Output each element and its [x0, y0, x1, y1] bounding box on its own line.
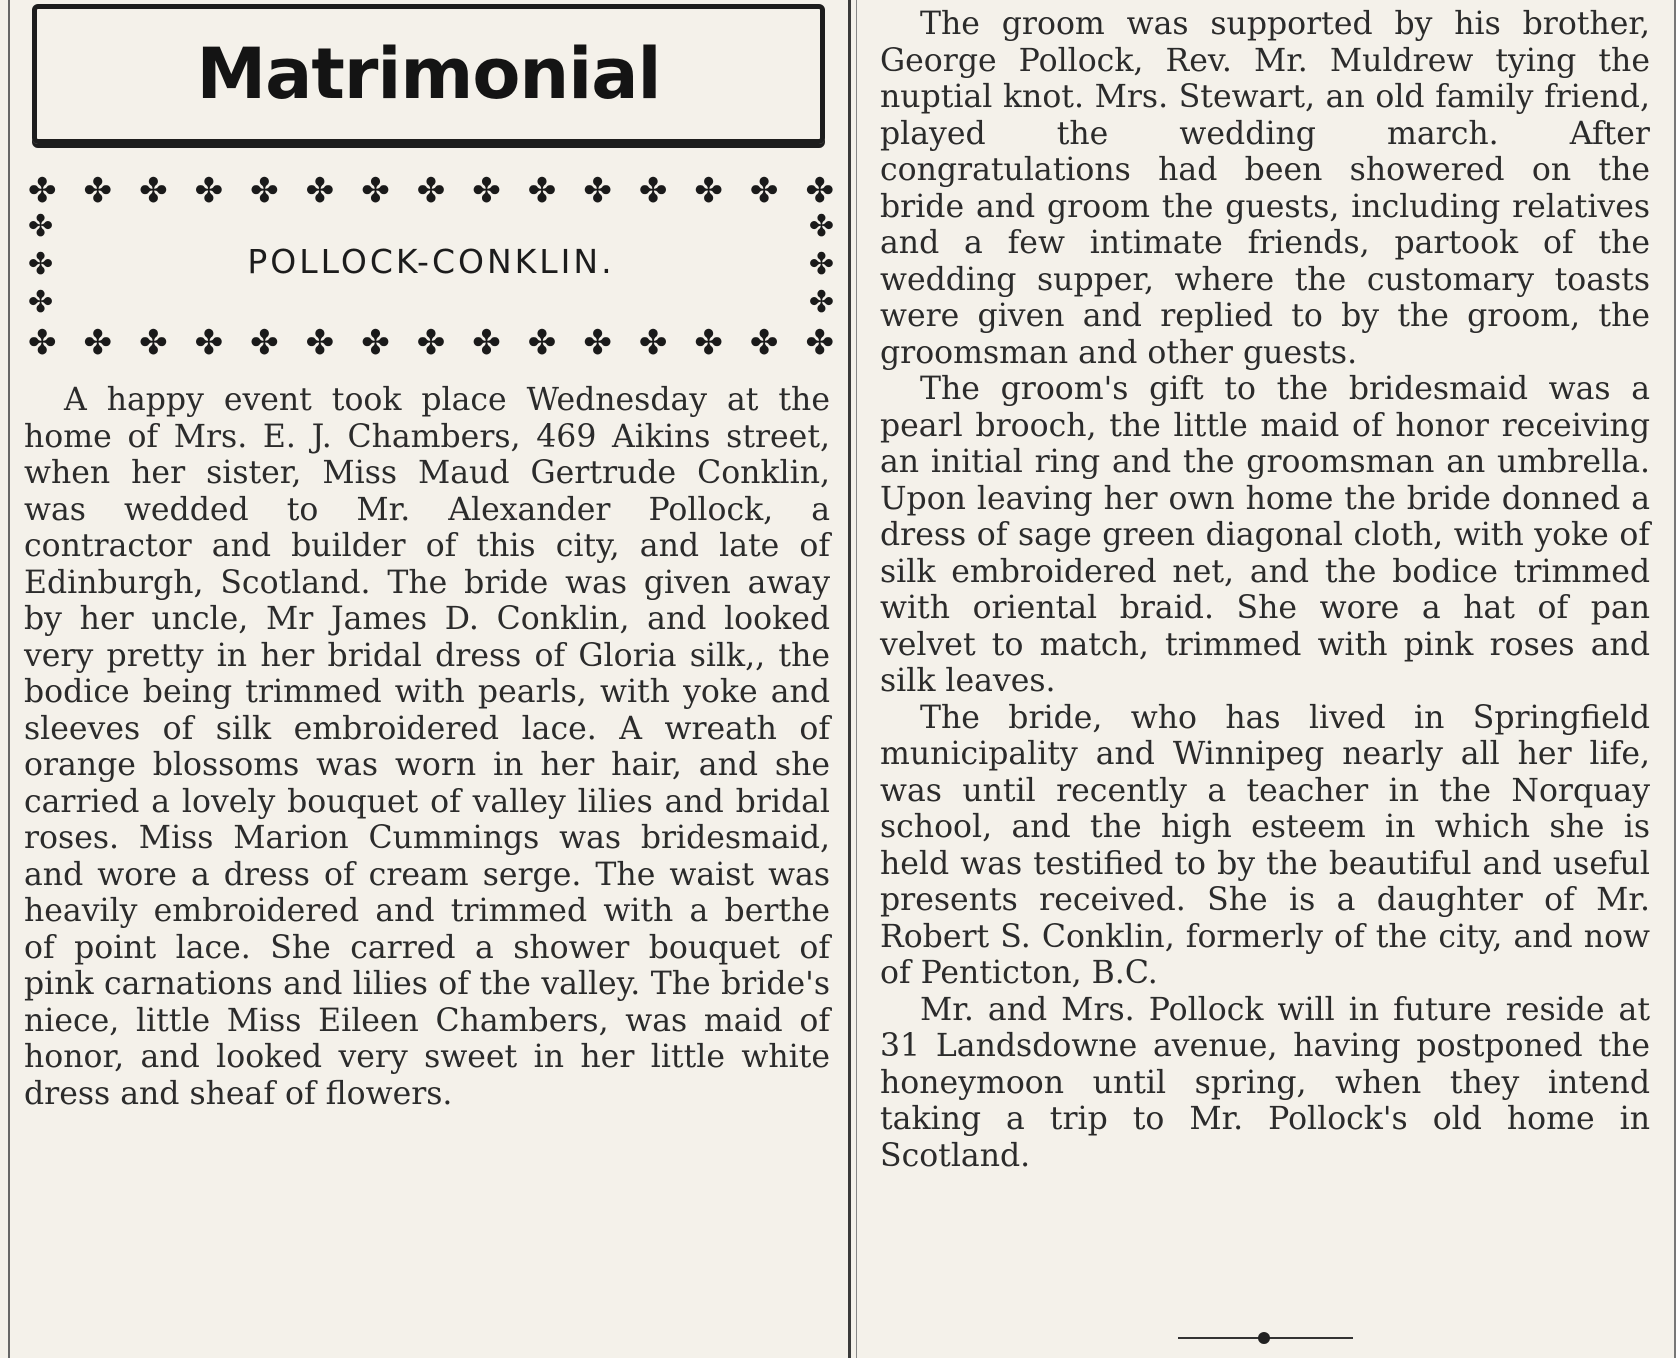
- paragraph: A happy event took place Wednesday at the home of Mrs. E. J. Chambers, 469 Aikins street, when her sister, Miss Maud Gertrude Conklin, was wedded to Mr. Alexander Pollock, a contractor and builder of this city, and late of Edinburgh, Scotland. The bride was given away by her uncle, Mr James D. Conklin, and looked very pretty in her bridal dress of Gloria silk,, the bodice being trimmed with pearls, with yoke and sleeves of silk embroidered lace. A wreath of orange blossoms was worn in her hair, and she carried a lovely bouquet of valley lilies and bridal roses. Miss Marion Cummings was bridesmaid, and wore a dress of cream serge. The waist was heavily embroidered and trimmed with a berthe of point lace. She carred a shower bouquet of pink carnations and lilies of the valley. The bride's niece, little Miss Eileen Chambers, was maid of honor, and looked very sweet in her little white dress and sheaf of flowers.: [24, 382, 830, 1112]
- cross-ornament-icon: ✤: [805, 171, 834, 211]
- ornament-row-bottom: [28, 323, 834, 363]
- cross-ornament-icon: ✤: [808, 285, 834, 320]
- cross-ornament-icon: ✤: [361, 323, 390, 363]
- cross-ornament-icon: ✤: [139, 323, 168, 363]
- cross-ornament-icon: ✤: [28, 285, 54, 320]
- cross-ornament-icon: ✤: [83, 323, 113, 363]
- cross-ornament-icon: ✤: [361, 171, 390, 211]
- headline-box: [32, 4, 825, 144]
- cross-ornament-icon: ✤: [694, 171, 723, 211]
- ornamental-border: [28, 170, 834, 370]
- article-right-column: [880, 6, 1650, 1174]
- cross-ornament-icon: ✤: [638, 171, 668, 211]
- cross-ornament-icon: ✤: [28, 209, 54, 244]
- ornament-row-top: [28, 171, 834, 211]
- column-divider-thin: [856, 0, 857, 1358]
- cross-ornament-icon: ✤: [194, 171, 224, 211]
- article-left-column: [24, 382, 830, 1112]
- column-divider: [848, 0, 851, 1358]
- cross-ornament-icon: ✤: [194, 323, 224, 363]
- cross-ornament-icon: ✤: [250, 323, 279, 363]
- cross-ornament-icon: ✤: [28, 247, 54, 282]
- paragraph: The bride, who has lived in Springfield municipality and Winnipeg nearly all her life, was until recently a teacher in the Norquay school, and the high esteem in which she is held was testified to by the beautiful and useful presents received. She is a daughter of Mr. Robert S. Conklin, formerly of the city, and now of Penticton, B.C.: [880, 699, 1650, 991]
- cross-ornament-icon: ✤: [808, 247, 834, 282]
- cross-ornament-icon: ✤: [139, 171, 168, 211]
- cross-ornament-icon: ✤: [305, 171, 335, 211]
- ornament-column-right: [809, 208, 834, 322]
- cross-ornament-icon: ✤: [749, 323, 779, 363]
- cross-ornament-icon: ✤: [583, 323, 612, 363]
- cross-ornament-icon: ✤: [583, 171, 612, 211]
- cross-ornament-icon: ✤: [472, 171, 501, 211]
- end-of-article-dot: [1258, 1332, 1270, 1344]
- cross-ornament-icon: ✤: [416, 323, 446, 363]
- cross-ornament-icon: ✤: [808, 209, 834, 244]
- paragraph: The groom's gift to the bridesmaid was a pearl brooch, the little maid of honor receiving an initial ring and the groomsman an umbrella. Upon leaving her own home the bride donned a dress of sage green diagonal cloth, with yoke of silk embroidered net, and the bodice trimmed with oriental braid. She wore a hat of pan velvet to match, trimmed with pink roses and silk leaves.: [880, 371, 1650, 699]
- sub-headline: POLLOCK-CONKLIN.: [247, 242, 615, 281]
- cross-ornament-icon: ✤: [28, 171, 57, 211]
- paragraph: The groom was supported by his brother, George Pollock, Rev. Mr. Muldrew tying the nuptial knot. Mrs. Stewart, an old family friend, played the wedding march. After congratulations had been showered on the bride and groom the guests, including relatives and a few intimate friends, partook of the wedding supper, where the customary toasts were given and replied to by the groom, the groomsman and other guests.: [880, 6, 1650, 371]
- headline: Matrimonial: [196, 33, 661, 115]
- cross-ornament-icon: ✤: [28, 323, 57, 363]
- cross-ornament-icon: ✤: [83, 171, 113, 211]
- cross-ornament-icon: ✤: [638, 323, 668, 363]
- left-column-rule: [8, 0, 10, 1358]
- cross-ornament-icon: ✤: [472, 323, 501, 363]
- cross-ornament-icon: ✤: [527, 171, 557, 211]
- cross-ornament-icon: ✤: [749, 171, 779, 211]
- cross-ornament-icon: ✤: [305, 323, 335, 363]
- cross-ornament-icon: ✤: [805, 323, 834, 363]
- cross-ornament-icon: ✤: [416, 171, 446, 211]
- cross-ornament-icon: ✤: [527, 323, 557, 363]
- cross-ornament-icon: ✤: [694, 323, 723, 363]
- cross-ornament-icon: ✤: [250, 171, 279, 211]
- paragraph: Mr. and Mrs. Pollock will in future reside at 31 Landsdowne avenue, having postponed the honeymoon until spring, when they intend taking a trip to Mr. Pollock's old home in Scotland.: [880, 991, 1650, 1174]
